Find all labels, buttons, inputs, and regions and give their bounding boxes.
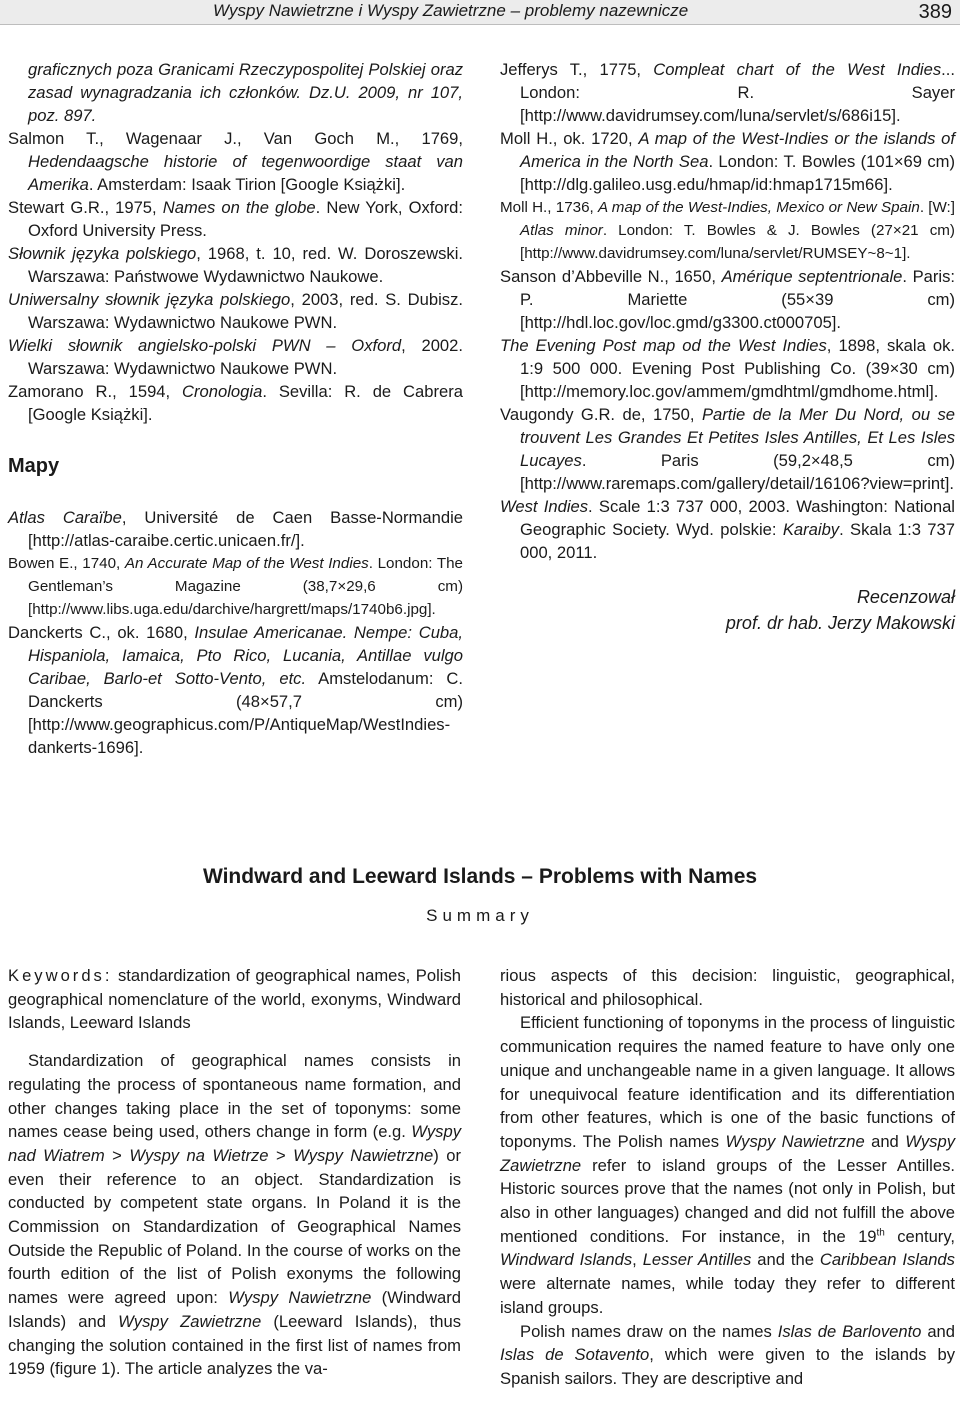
text-segment: . Skala 1:3 737 000, 2011. [520, 520, 955, 562]
keywords-label: Keywords: [8, 966, 113, 985]
reference-entry [8, 127, 463, 196]
text-segment: Moll H., 1736, [500, 199, 598, 216]
text-segment: , 1968, t. 10, red. W. Doroszewski. Warszawa: Państwowe Wydawnictwo Naukowe. [28, 244, 463, 286]
summary-right-text [500, 964, 955, 1391]
reference-entry [8, 506, 463, 552]
reference-entry [500, 403, 955, 495]
right-column [500, 58, 955, 636]
text-segment: th [876, 1227, 885, 1239]
text-segment: Partie de la Mer Du Nord, ou se trouvent Les Grandes Et Petites Isles Antilles, Et Les Isles Lucayes [520, 405, 956, 470]
reference-entry [8, 552, 463, 621]
text-segment: Caribbean Islands [819, 1250, 955, 1270]
text-segment: (Leeward Islands), thus changing the solution contained in the first list of names from 1959 (figure 1). The article analyzes the va- [8, 1311, 461, 1379]
summary-paragraph [500, 1011, 955, 1319]
text-segment: ... London: R. Sayer [http://www.davidrumsey.com/luna/servlet/s/686i15]. [520, 60, 955, 125]
text-segment: Atlas minor [520, 222, 603, 239]
text-segment: . Scale 1:3 737 000, 2003. Washington: National Geographic Society. Wyd. polskie: [520, 497, 955, 539]
text-segment: Stewart G.R., 1975, [8, 198, 163, 217]
text-segment: Wielki słownik angielsko-polski PWN – Oxford [8, 336, 402, 355]
left-column [8, 58, 463, 759]
text-segment: Uniwersalny słownik języka polskiego [8, 290, 291, 309]
text-segment: Salmon T., Wagenaar J., Van Goch M., 1769, [8, 129, 463, 148]
text-segment: . Sevilla: R. de Cabrera [Google Książki]. [28, 382, 463, 424]
text-segment: Amstelodanum: C. Danckerts (48×57,7 cm) [http://www.geographicus.com/P/AntiqueMap/WestIndies-dankerts-1696]. [28, 669, 463, 757]
paragraph-gap [8, 1035, 461, 1049]
summary-paragraph [500, 1320, 955, 1391]
reference-entry [8, 288, 463, 334]
map-references-left [8, 506, 463, 759]
reference-entry [8, 621, 463, 759]
text-segment: . Paris: P. Mariette (55×39 cm) [http://hdl.loc.gov/loc.gmd/g3300.ct000705]. [520, 267, 956, 332]
summary-left-text [8, 964, 461, 1381]
reference-entry [500, 196, 955, 265]
summary-title: Windward and Leeward Islands – Problems with Names [202, 865, 758, 888]
text-segment: graficznych poza Granicami Rzeczypospolitej Polskiej oraz zasad wynagradzania ich członków. Dz.U. 2009, nr 107, poz. 897. [28, 60, 463, 125]
text-segment: Danckerts C., ok. 1680, [8, 623, 195, 642]
text-segment: > [268, 1145, 294, 1165]
text-segment: . London: T. Bowles & J. Bowles (27×21 cm) [http://www.davidrumsey.com/luna/servlet/RUMSEY~8~1]. [520, 222, 955, 262]
reference-entry [500, 334, 955, 403]
text-segment: Hedendaagsche historie of tegenwoordige staat van Amerika [28, 152, 463, 194]
text-segment: (Windward Islands) and [8, 1288, 461, 1331]
text-segment: Słownik języka polskiego [8, 244, 197, 263]
text-segment: Windward Islands [500, 1250, 633, 1270]
text-segment: rious aspects of this decision: linguistic, geographical, historical and philosophical. [500, 966, 955, 1009]
text-segment: Lesser Antilles [642, 1250, 752, 1270]
text-segment: standardization of geographical names, Polish geographical nomenclature of the world, exonyms, Windward Islands, Leeward Islands [8, 966, 461, 1033]
text-segment: . [W:] [919, 199, 955, 216]
text-segment: . Amsterdam: Isaak Tirion [Google Książki]. [88, 175, 406, 194]
reference-entry [8, 242, 463, 288]
text-segment: , 2002. Warszawa: Wydawnictwo Naukowe PWN. [28, 336, 463, 378]
text-segment: Cronologia [182, 382, 263, 401]
text-segment: were alternate names, while today they refer to different island groups. [500, 1274, 955, 1317]
reference-entry [8, 58, 463, 127]
text-segment: and [864, 1131, 906, 1151]
text-segment: Wyspy Nawietrzne [228, 1288, 372, 1308]
page-number: 389 [918, 1, 952, 23]
running-title: Wyspy Nawietrzne i Wyspy Zawietrzne – problemy nazewnicze [213, 1, 689, 20]
summary-paragraph [500, 964, 955, 1011]
text-segment: and the [751, 1250, 820, 1270]
text-segment: A map of the West-Indies or the islands of America in the North Sea [520, 129, 956, 171]
text-segment: Zamorano R., 1594, [8, 382, 183, 401]
text-segment: Moll H., ok. 1720, [500, 129, 639, 148]
reference-entry [8, 196, 463, 242]
text-segment: and [921, 1321, 956, 1341]
text-segment: , 2003, red. S. Dubisz. Warszawa: Wydawnictwo Naukowe PWN. [28, 290, 463, 332]
text-segment: Wyspy Zawietrzne [500, 1131, 955, 1175]
text-segment: . Paris (59,2×48,5 cm) [http://www.raremaps.com/gallery/detail/16106?view=print]. [520, 451, 955, 493]
text-segment: Islas de Sotavento [500, 1345, 650, 1365]
maps-heading: Mapy [8, 455, 60, 477]
text-segment: Islas de Barlovento [777, 1321, 922, 1341]
text-segment: Vaugondy G.R. de, 1750, [500, 405, 702, 424]
reviewer-label: Recenzował [856, 587, 955, 607]
text-segment: Wyspy nad Wiatrem [8, 1122, 461, 1165]
reference-entry [500, 265, 955, 334]
summary-paragraph [8, 1049, 461, 1381]
text-segment: An Accurate Map of the West Indies [124, 555, 369, 572]
text-segment: Wyspy na Wietrze [129, 1145, 269, 1165]
text-segment: Karaiby [782, 520, 840, 539]
text-segment: refer to island groups of the Lesser Antilles. Historic sources prove that the names (not only in Polish, but also in other languages) changed and did not fulfill the above mentioned conditions. For instance, in the 19 [500, 1155, 955, 1246]
reference-entry [500, 127, 955, 196]
summary-right-column [500, 964, 955, 1391]
text-segment: Polish names draw on the names [520, 1321, 778, 1341]
reviewer-block [500, 584, 955, 636]
summary-left-column [8, 964, 461, 1381]
text-segment: West Indies [500, 497, 589, 516]
text-segment: . London: T. Bowles (101×69 cm) [http://dlg.galileo.usg.edu/hmap/id:hmap1715m66]. [520, 152, 955, 194]
reference-entry [8, 380, 463, 426]
text-segment: Amérique septentrionale [721, 267, 903, 286]
reviewer-name: prof. dr hab. Jerzy Makowski [725, 613, 955, 633]
text-segment: Standardization of geographical names consists in regulating the process of spontaneous name formation, and other changes taking place in the set of toponyms: some names cease being used, others change in form (e.g. [8, 1051, 461, 1142]
text-segment: century, [884, 1226, 955, 1246]
text-segment: Bowen E., 1740, [8, 555, 125, 572]
text-segment: Names on the globe [162, 198, 316, 217]
text-segment: The Evening Post map od the West Indies [500, 336, 827, 355]
text-segment: Insulae Americanae. Nempe: Cuba, Hispaniola, Iamaica, Pto Rico, Lucania, Antillae vulgo Caribae, Barlo-et Sotto-Vento, etc. [28, 623, 463, 688]
text-segment: Sanson d’Abbeville N., 1650, [500, 267, 722, 286]
text-segment: , 1898, skala ok. 1:9 500 000. Evening Post Publishing Co. (39×30 cm) [http://memory.loc.gov/ammem/gmdhtml/gmdhome.html]. [520, 336, 955, 401]
running-header [0, 0, 960, 25]
text-segment: > [104, 1145, 130, 1165]
text-segment: , which were given to the islands by Spanish sailors. They are descriptive and [500, 1345, 955, 1388]
reference-entry [8, 334, 463, 380]
text-segment: Wyspy Nawietrzne [725, 1131, 865, 1151]
summary-paragraph [8, 964, 461, 1035]
text-segment: Efficient functioning of toponyms in the process of linguistic communication requires the named feature to have only one unique and unchangeable name in a given language. It allows for unequivocal feature identification and its differentiation from other features, which is one of the basic functions of toponyms. The Polish names [500, 1013, 955, 1151]
text-segment: A map of the West-Indies, Mexico or New Spain [598, 199, 920, 216]
text-segment: ) or even their reference to an object. Standardization is conducted by competent state organs. In Poland it is the Commission on Standardization of Geographical Names Outside the Republic of Poland. In the course of works on the fourth edition of the list of Polish exonyms the following names were agreed upon: [8, 1145, 462, 1308]
reference-entry [500, 58, 955, 127]
bibliography-list [8, 58, 463, 426]
text-segment: . London: The Gentleman’s Magazine (38,7×29,6 cm) [http://www.libs.uga.edu/darchive/hargrett/maps/1740b6.jpg]. [28, 555, 464, 618]
reference-entry [500, 495, 955, 564]
text-segment: Jefferys T., 1775, [500, 60, 654, 79]
text-segment: , Université de Caen Basse-Normandie [http://atlas-caraibe.certic.unicaen.fr/]. [28, 508, 463, 550]
text-segment: Atlas Caraïbe [8, 508, 122, 527]
summary-label: Summary [426, 906, 534, 925]
text-segment: Compleat chart of the West Indies [653, 60, 942, 79]
text-segment: , [632, 1250, 643, 1270]
map-references-right [500, 58, 955, 564]
text-segment: Wyspy Nawietrzne [293, 1145, 434, 1165]
text-segment: Wyspy Zawietrzne [118, 1311, 262, 1331]
text-segment: . New York, Oxford: Oxford University Press. [28, 198, 463, 240]
